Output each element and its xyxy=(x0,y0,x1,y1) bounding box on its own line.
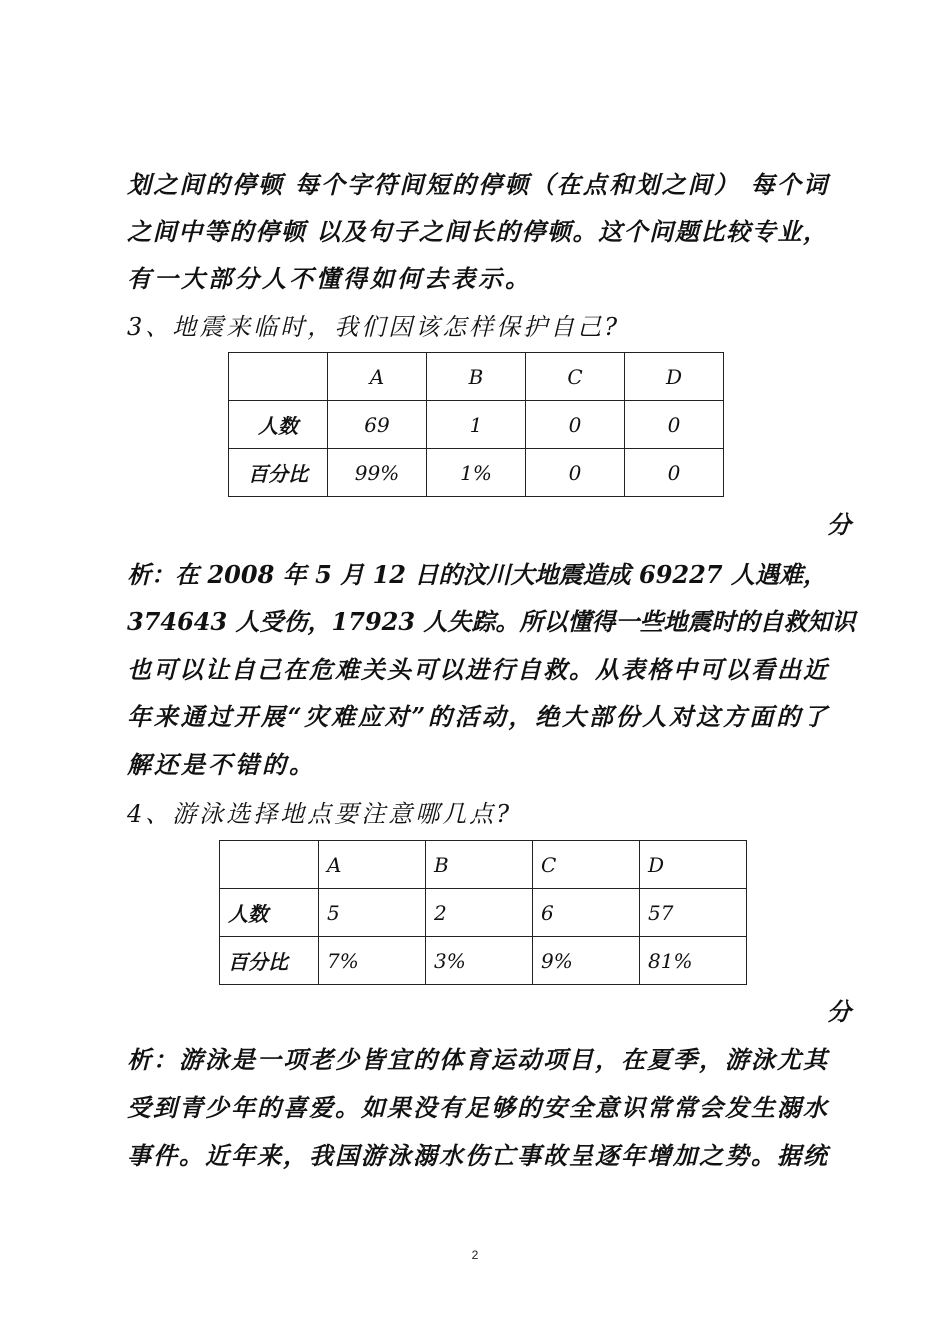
table-cell: 1 xyxy=(427,401,526,449)
table-cell: 7% xyxy=(319,937,426,985)
question-3-title: 3、地震来临时，我们因该怎样保护自己? xyxy=(127,313,621,341)
table-cell: 0 xyxy=(526,401,625,449)
table-row xyxy=(229,449,724,497)
table-cell: C xyxy=(533,841,640,889)
analysis-line: 也可以让自己在危难关头可以进行自救。从表格中可以看出近 xyxy=(127,655,827,684)
analysis-line: 374643 人受伤，17923 人失踪。所以懂得一些地震时的自救知识 xyxy=(127,607,856,636)
table-row-header: 人数 xyxy=(229,401,328,449)
q3-table xyxy=(228,352,724,497)
table-cell: D xyxy=(625,353,724,401)
analysis-line: 受到青少年的喜爱。如果没有足够的安全意识常常会发生溺水 xyxy=(127,1093,827,1122)
table-row-header: 百分比 xyxy=(220,937,319,985)
table-row-header: 人数 xyxy=(220,889,319,937)
table-cell xyxy=(220,841,319,889)
analysis-line: 年来通过开展“灾难应对”的活动，绝大部份人对这方面的了 xyxy=(127,702,827,731)
table-row xyxy=(220,841,747,889)
analysis-line: 解还是不错的。 xyxy=(127,750,316,779)
analysis-4-head: 分 xyxy=(827,997,851,1026)
table-row xyxy=(229,353,724,401)
analysis-line: 事件。近年来，我国游泳溺水伤亡事故呈逐年增加之势。据统 xyxy=(127,1141,827,1170)
table-cell: 1% xyxy=(427,449,526,497)
table-row xyxy=(229,401,724,449)
table-row xyxy=(220,937,747,985)
table-cell: B xyxy=(427,353,526,401)
q4-table xyxy=(219,840,747,985)
page-number: 2 xyxy=(471,1248,479,1262)
table-cell: 57 xyxy=(640,889,747,937)
table-cell: 99% xyxy=(328,449,427,497)
table-cell: 81% xyxy=(640,937,747,985)
table-row-header: 百分比 xyxy=(229,449,328,497)
table-cell: D xyxy=(640,841,747,889)
table-cell xyxy=(229,353,328,401)
table-cell: 0 xyxy=(625,449,724,497)
analysis-line: 析：在 2008 年 5 月 12 日的汶川大地震造成 69227 人遇难， xyxy=(127,560,827,589)
table-cell: A xyxy=(319,841,426,889)
table-cell: 0 xyxy=(625,401,724,449)
table-cell: 9% xyxy=(533,937,640,985)
paragraph-line: 之间中等的停顿 以及句子之间长的停顿。这个问题比较专业， xyxy=(127,217,827,246)
paragraph-line: 有一大部分人不懂得如何去表示。 xyxy=(127,264,532,293)
question-4-title: 4、游泳选择地点要注意哪几点? xyxy=(127,800,513,828)
table-cell: 2 xyxy=(426,889,533,937)
table-cell: A xyxy=(328,353,427,401)
paragraph-line: 划之间的停顿 每个字符间短的停顿（在点和划之间） 每个词 xyxy=(127,170,827,199)
table-cell: B xyxy=(426,841,533,889)
table-row xyxy=(220,889,747,937)
table-cell: 3% xyxy=(426,937,533,985)
table-cell: 69 xyxy=(328,401,427,449)
table-cell: C xyxy=(526,353,625,401)
analysis-line: 析：游泳是一项老少皆宜的体育运动项目，在夏季，游泳尤其 xyxy=(127,1045,827,1074)
table-cell: 6 xyxy=(533,889,640,937)
table-cell: 0 xyxy=(526,449,625,497)
table-cell: 5 xyxy=(319,889,426,937)
analysis-3-head: 分 xyxy=(827,510,851,539)
